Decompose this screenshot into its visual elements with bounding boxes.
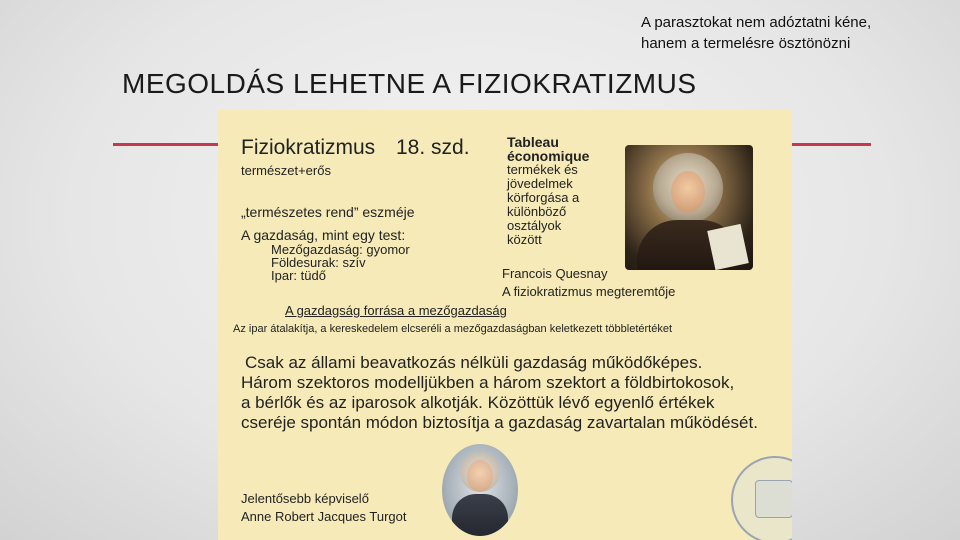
paragraph-line: cseréje spontán módon biztosítja a gazdaság zavartalan működését. (241, 413, 758, 432)
tableau-line: termékek és (507, 162, 578, 177)
panel-title: Fiziokratizmus (241, 136, 376, 159)
organ-item: Ipar: tüdő (271, 268, 326, 283)
turgot-name: Anne Robert Jacques Turgot (241, 509, 407, 524)
industry-line: Az ipar átalakítja, a kereskedelem elcseréli a mezőgazdaságban keletkezett többletértéket (233, 323, 673, 335)
slide-title: MEGOLDÁS LEHETNE A FIZIOKRATIZMUS (122, 68, 697, 99)
paragraph-line: Három szektoros modelljükben a három szektort a földbirtokosok, (241, 373, 735, 392)
tableau-title-2: économique (507, 148, 590, 164)
paragraph-line: a bérlők és az iparosok alkotják. Közöttük lévő egyenlő értékek (241, 393, 715, 412)
tableau-line: osztályok (507, 218, 562, 233)
panel-century: 18. szd. (396, 136, 470, 159)
corner-note-line-2: hanem a termelésre ösztönözni (641, 35, 851, 52)
panel-subtitle: természet+erős (241, 163, 331, 178)
tableau-line: különböző (507, 204, 567, 219)
tableau-line: jövedelmek (507, 176, 573, 191)
organ-item: Mezőgazdaság: gyomor (271, 242, 410, 257)
corner-note (641, 12, 941, 54)
accent-rule-left (113, 143, 218, 146)
tableau-line: körforgása a (507, 190, 580, 205)
corner-note-line-1: A parasztokat nem adóztatni kéne, (641, 14, 872, 31)
tableau-title-1: Tableau (507, 134, 559, 150)
tableau-line: között (507, 232, 542, 247)
accent-rule-right (790, 143, 871, 146)
university-seal-stamp (731, 456, 792, 540)
paragraph-line: Csak az állami beavatkozás nélküli gazdaság működőképes. (245, 353, 703, 372)
economy-as-body-text: A gazdaság, mint egy test: (241, 227, 406, 243)
natural-order-text: „természetes rend” eszméje (241, 204, 415, 220)
turgot-portrait (442, 444, 518, 536)
quesnay-name: Francois Quesnay (502, 266, 608, 281)
notable-representative-label: Jelentősebb képviselő (241, 491, 369, 506)
quesnay-role: A fiziokratizmus megteremtője (502, 284, 676, 299)
content-image-panel (218, 110, 792, 540)
organ-item: Földesurak: szív (271, 255, 366, 270)
quesnay-portrait (625, 145, 753, 270)
source-of-wealth: A gazdagság forrása a mezőgazdaság (285, 303, 507, 318)
